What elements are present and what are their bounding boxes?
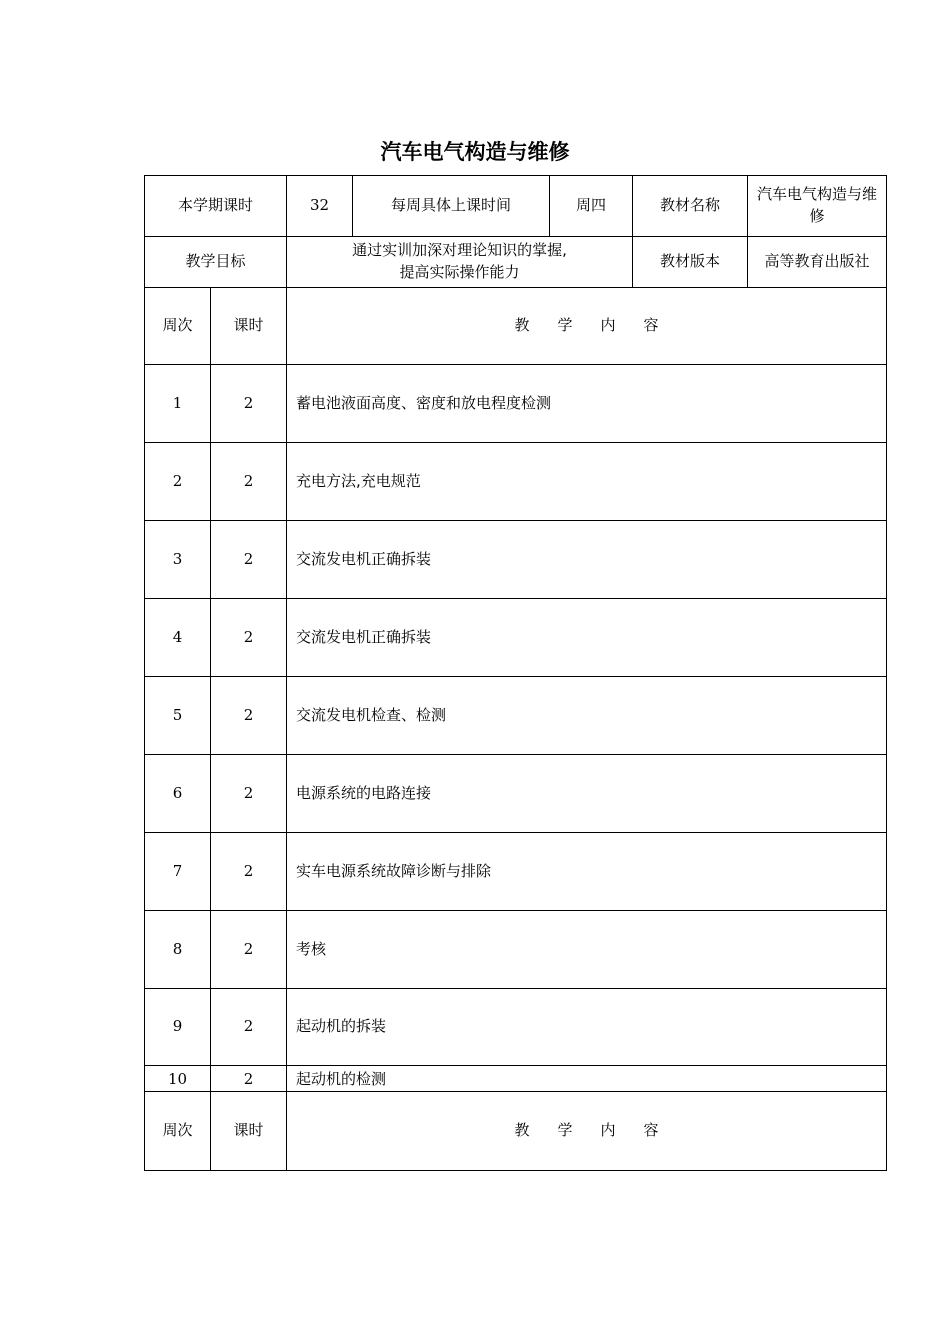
goal-line-2: 提高实际操作能力 [399, 263, 520, 281]
hours-cell: 2 [211, 755, 287, 833]
content-cell: 考核 [287, 911, 887, 989]
content-header [287, 1092, 887, 1171]
content-header-char: 内 [600, 1121, 616, 1140]
table-row [145, 755, 887, 833]
course-schedule-table [144, 175, 887, 1171]
content-cell: 实车电源系统故障诊断与排除 [287, 833, 887, 911]
week-header: 周次 [145, 288, 211, 365]
info-row-2 [145, 237, 887, 288]
info-row-1 [145, 176, 887, 237]
week-cell: 9 [145, 989, 211, 1066]
textbook-label: 教材名称 [633, 176, 748, 237]
hours-cell: 2 [211, 599, 287, 677]
table-row [145, 599, 887, 677]
hours-cell: 2 [211, 443, 287, 521]
hours-cell: 2 [211, 833, 287, 911]
table-row [145, 833, 887, 911]
content-header [287, 288, 887, 365]
edition-value: 高等教育出版社 [748, 237, 887, 288]
week-cell: 10 [145, 1066, 211, 1092]
table-row [145, 365, 887, 443]
weekly-time-label: 每周具体上课时间 [353, 176, 550, 237]
week-header: 周次 [145, 1092, 211, 1171]
hours-cell: 2 [211, 911, 287, 989]
content-cell: 起动机的拆装 [287, 989, 887, 1066]
edition-label: 教材版本 [633, 237, 748, 288]
column-header-row-repeat [145, 1092, 887, 1171]
document-title: 汽车电气构造与维修 [380, 140, 570, 164]
content-header-char: 教 [514, 316, 530, 335]
content-cell: 交流发电机正确拆装 [287, 521, 887, 599]
content-cell: 交流发电机正确拆装 [287, 599, 887, 677]
content-header-char: 内 [600, 316, 616, 335]
goal-line-1: 通过实训加深对理论知识的掌握, [352, 241, 567, 260]
week-cell: 4 [145, 599, 211, 677]
hours-label: 本学期课时 [145, 176, 287, 237]
hours-value: 32 [287, 176, 353, 237]
content-cell: 蓄电池液面高度、密度和放电程度检测 [287, 365, 887, 443]
week-cell: 7 [145, 833, 211, 911]
hours-cell: 2 [211, 365, 287, 443]
hours-header: 课时 [211, 288, 287, 365]
hours-cell: 2 [211, 521, 287, 599]
week-cell: 8 [145, 911, 211, 989]
week-cell: 2 [145, 443, 211, 521]
table-row [145, 443, 887, 521]
content-header-char: 容 [643, 316, 659, 335]
week-cell: 5 [145, 677, 211, 755]
week-cell: 1 [145, 365, 211, 443]
content-header-char: 容 [643, 1121, 659, 1140]
week-cell: 3 [145, 521, 211, 599]
textbook-value: 汽车电气构造与维修 [748, 176, 887, 237]
hours-cell: 2 [211, 989, 287, 1066]
goal-value [287, 237, 633, 288]
weekly-time-value: 周四 [550, 176, 633, 237]
content-header-char: 学 [557, 1121, 573, 1140]
table-row [145, 911, 887, 989]
goal-label: 教学目标 [145, 237, 287, 288]
content-cell: 充电方法,充电规范 [287, 443, 887, 521]
hours-cell: 2 [211, 1066, 287, 1092]
table-row [145, 989, 887, 1066]
content-header-char: 教 [514, 1121, 530, 1140]
hours-cell: 2 [211, 677, 287, 755]
column-header-row [145, 288, 887, 365]
content-header-char: 学 [557, 316, 573, 335]
week-cell: 6 [145, 755, 211, 833]
table-row [145, 1066, 887, 1092]
content-cell: 交流发电机检查、检测 [287, 677, 887, 755]
table-row [145, 677, 887, 755]
table-row [145, 521, 887, 599]
content-cell: 起动机的检测 [287, 1066, 887, 1092]
content-cell: 电源系统的电路连接 [287, 755, 887, 833]
hours-header: 课时 [211, 1092, 287, 1171]
